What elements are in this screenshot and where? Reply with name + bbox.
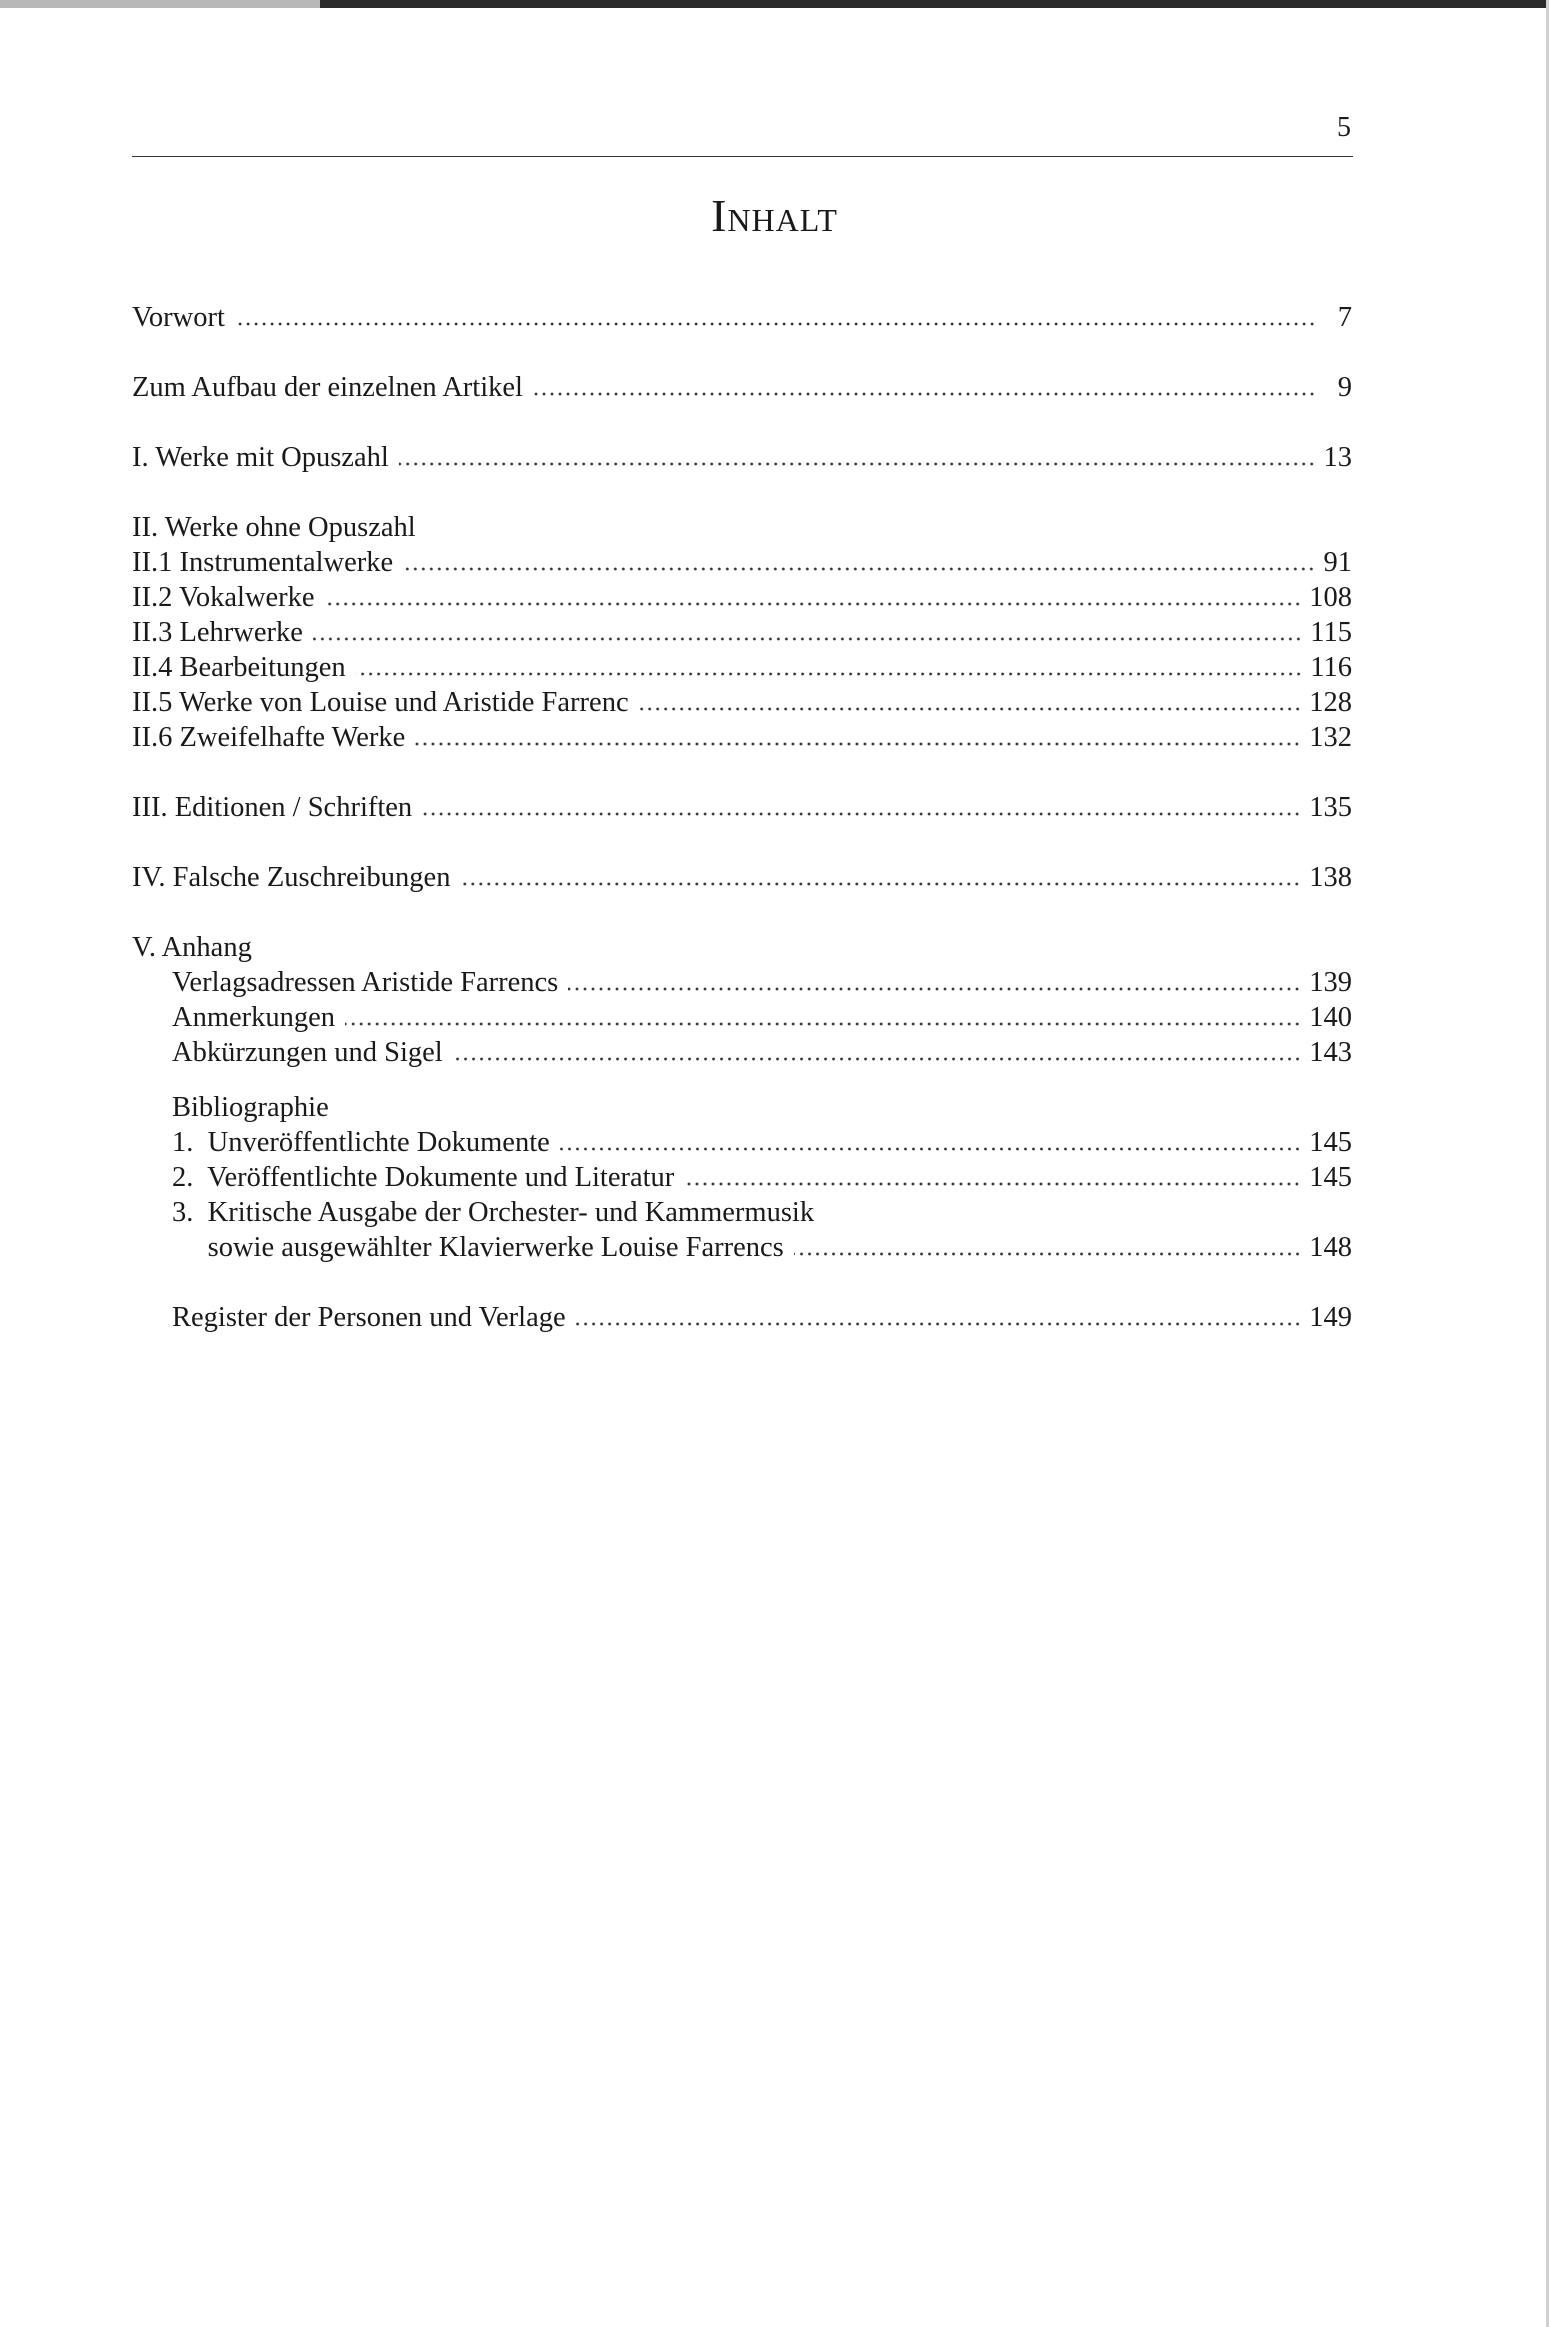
dot-leader — [235, 322, 1316, 326]
toc-page: 91 — [1323, 547, 1352, 578]
toc-label: III. Editionen / Schriften — [132, 792, 413, 823]
dot-leader — [422, 812, 1301, 816]
toc-page: 143 — [1309, 1037, 1352, 1068]
toc-label: Bibliographie — [172, 1092, 329, 1123]
dot-leader — [460, 882, 1301, 886]
toc-entry-abkuerzungen[interactable] — [172, 1035, 1352, 1071]
dot-leader — [403, 567, 1315, 571]
toc-label: Verlagsadressen Aristide Farrencs — [172, 967, 559, 998]
toc-heading-section-2 — [132, 510, 1352, 546]
toc-entry-section-2-4[interactable] — [132, 650, 1352, 686]
toc-label: 1. Unveröffentlichte Dokumente — [172, 1127, 550, 1158]
toc-label: II.1 Instrumentalwerke — [132, 547, 394, 578]
page-title: Inhalt — [711, 190, 838, 241]
toc-page: 140 — [1309, 1002, 1352, 1033]
toc-entry-verlagsadressen[interactable] — [172, 965, 1352, 1001]
toc-label: II.2 Vokalwerke — [132, 582, 315, 613]
dot-leader — [576, 1322, 1302, 1326]
toc-entry-section-3[interactable] — [132, 790, 1352, 826]
scan-edge-top-light — [0, 0, 320, 8]
dot-leader — [325, 602, 1302, 606]
toc-heading-section-5 — [132, 930, 1352, 966]
toc-entry-section-2-6[interactable] — [132, 720, 1352, 756]
toc-page: 138 — [1309, 862, 1352, 893]
page-number: 5 — [1337, 112, 1351, 143]
toc-label: I. Werke mit Opuszahl — [132, 442, 389, 473]
toc-page: 115 — [1310, 617, 1352, 648]
dot-leader — [684, 1182, 1301, 1186]
toc-entry-anmerkungen[interactable] — [172, 1000, 1352, 1036]
toc-entry-section-2-3[interactable] — [132, 615, 1352, 651]
toc-label: sowie ausgewählter Klavierwerke Louise Farrencs — [172, 1232, 784, 1263]
toc-label: Register der Personen und Verlage — [172, 1302, 566, 1333]
toc-entry-section-1[interactable] — [132, 440, 1352, 476]
header-rule — [132, 156, 1353, 157]
dot-leader — [415, 742, 1301, 746]
dot-leader — [560, 1147, 1301, 1151]
toc-label: 2. Veröffentlichte Dokumente und Literatur — [172, 1162, 675, 1193]
toc-label: II.3 Lehrwerke — [132, 617, 303, 648]
toc-label: 3. Kritische Ausgabe der Orchester- und Kammermusik — [172, 1197, 815, 1228]
toc-page: 145 — [1309, 1127, 1352, 1158]
toc-page: 9 — [1337, 372, 1352, 403]
toc-page: 116 — [1310, 652, 1352, 683]
toc-page: 145 — [1309, 1162, 1352, 1193]
toc-page: 108 — [1309, 582, 1352, 613]
dot-leader — [399, 462, 1316, 466]
toc-label: II.6 Zweifelhafte Werke — [132, 722, 406, 753]
toc-label: Vorwort — [132, 302, 225, 333]
toc-page: 7 — [1337, 302, 1352, 333]
toc-entry-section-2-5[interactable] — [132, 685, 1352, 721]
dot-leader — [453, 1057, 1302, 1061]
toc-page: 13 — [1323, 442, 1352, 473]
toc-entry-bib-3-line1[interactable] — [172, 1195, 1352, 1231]
dot-leader — [639, 707, 1302, 711]
toc-entry-vorwort[interactable] — [132, 300, 1352, 336]
toc-entry-register[interactable] — [172, 1300, 1352, 1336]
toc-page: 128 — [1309, 687, 1352, 718]
toc-page: 132 — [1309, 722, 1352, 753]
toc-page: 148 — [1309, 1232, 1352, 1263]
dot-leader — [356, 672, 1303, 676]
dot-leader — [313, 637, 1302, 641]
dot-leader — [794, 1252, 1302, 1256]
toc-heading-bibliographie — [172, 1090, 1352, 1126]
toc-label: Abkürzungen und Sigel — [172, 1037, 443, 1068]
dot-leader — [568, 987, 1301, 991]
dot-leader — [345, 1022, 1301, 1026]
toc-entry-bib-3-line2[interactable] — [172, 1230, 1352, 1266]
toc-label: Zum Aufbau der einzelnen Artikel — [132, 372, 523, 403]
toc-page: 135 — [1309, 792, 1352, 823]
toc-entry-bib-1[interactable] — [172, 1125, 1352, 1161]
toc-label: II. Werke ohne Opuszahl — [132, 512, 416, 543]
toc-entry-section-2-2[interactable] — [132, 580, 1352, 616]
toc-entry-section-2-1[interactable] — [132, 545, 1352, 581]
toc-page: 149 — [1309, 1302, 1352, 1333]
toc-label: Anmerkungen — [172, 1002, 336, 1033]
toc-page: 139 — [1309, 967, 1352, 998]
toc-entry-aufbau[interactable] — [132, 370, 1352, 406]
toc-label: IV. Falsche Zuschreibungen — [132, 862, 451, 893]
toc-entry-bib-2[interactable] — [172, 1160, 1352, 1196]
dot-leader — [533, 392, 1316, 396]
toc-label: II.5 Werke von Louise und Aristide Farrenc — [132, 687, 629, 718]
toc-entry-section-4[interactable] — [132, 860, 1352, 896]
toc-label: V. Anhang — [132, 932, 252, 963]
toc-label: II.4 Bearbeitungen — [132, 652, 346, 683]
